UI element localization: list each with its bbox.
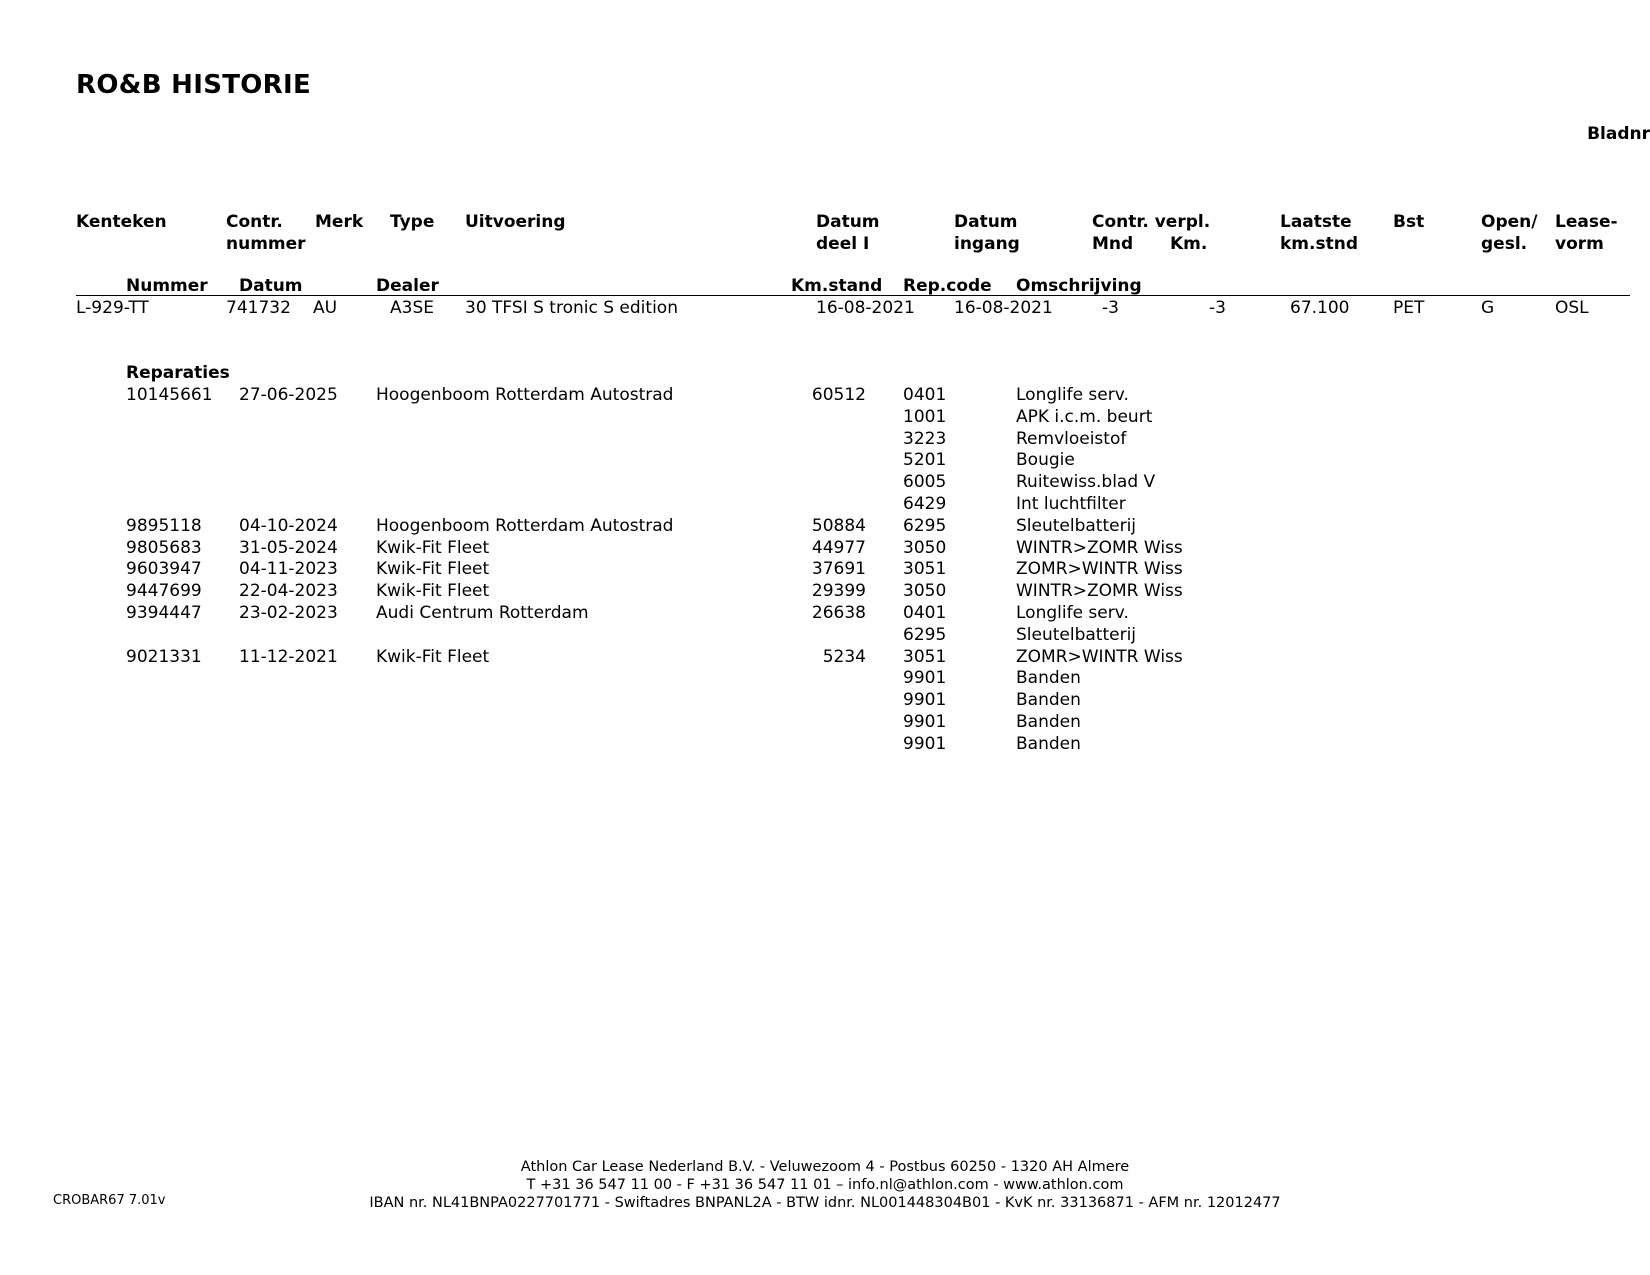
repair-km: 37691 <box>811 559 866 580</box>
subheader-datum: Datum <box>239 276 303 296</box>
repair-km: 26638 <box>811 603 866 623</box>
header-open-gesl <box>1481 211 1537 255</box>
repair-nummer: 9603947 <box>126 559 202 580</box>
vehicle-uitvoering: 30 TFSI S tronic S edition <box>465 298 678 318</box>
table-row <box>0 712 1650 734</box>
repair-datum: 04-11-2023 <box>239 559 338 580</box>
vehicle-kenteken: L-929-TT <box>76 298 149 318</box>
repair-nummer: 9805683 <box>126 537 202 558</box>
header-contr-line1: Contr. <box>226 212 283 232</box>
header-lease-vorm <box>1555 211 1618 255</box>
repair-datum: 04-10-2024 <box>239 515 338 536</box>
repair-nummer: 9021331 <box>126 646 202 667</box>
repair-omschrijving: Bougie <box>1016 450 1075 471</box>
repair-dealer: Hoogenboom Rotterdam Autostrad <box>376 515 674 536</box>
vehicle-bst: PET <box>1393 298 1425 318</box>
repair-code: 3223 <box>903 428 947 449</box>
header-lease-line2: vorm <box>1555 234 1604 254</box>
repair-km: 5234 <box>822 646 866 667</box>
repair-nummer: 10145661 <box>126 385 213 405</box>
reparaties-heading: Reparaties <box>126 363 230 383</box>
page-number-label: Bladnr <box>1587 124 1650 144</box>
header-kenteken: Kenteken <box>76 212 167 232</box>
repair-code: 6005 <box>903 472 947 493</box>
header-km: Km. <box>1170 234 1208 254</box>
header-datum-deel-line2: deel I <box>816 234 870 254</box>
repair-code: 0401 <box>903 603 947 623</box>
repair-nummer: 9447699 <box>126 581 202 602</box>
repair-code: 9901 <box>903 690 947 711</box>
repair-datum: 22-04-2023 <box>239 581 338 602</box>
repair-km: 29399 <box>811 581 866 602</box>
header-contr-verpl: Contr. verpl. <box>1092 212 1211 232</box>
vehicle-merk: AU <box>313 298 338 318</box>
repair-code: 0401 <box>903 385 947 405</box>
table-row <box>0 516 1650 538</box>
header-bst: Bst <box>1393 212 1425 232</box>
table-row <box>0 603 1650 625</box>
header-datum-ingang-line1: Datum <box>954 212 1018 232</box>
repair-code: 6295 <box>903 624 947 645</box>
repair-code: 3050 <box>903 537 947 558</box>
repair-omschrijving: WINTR>ZOMR Wiss <box>1016 537 1183 558</box>
repair-datum: 23-02-2023 <box>239 603 338 623</box>
table-row <box>0 625 1650 647</box>
header-datum-ingang-line2: ingang <box>954 234 1020 254</box>
header-merk: Merk <box>315 212 364 232</box>
repair-omschrijving: ZOMR>WINTR Wiss <box>1016 559 1183 580</box>
repair-code: 9901 <box>903 668 947 689</box>
repair-code: 3050 <box>903 581 947 602</box>
repair-datum: 31-05-2024 <box>239 537 338 558</box>
table-row <box>0 472 1650 494</box>
subheader-km-stand: Km.stand <box>791 276 883 296</box>
repair-omschrijving: Banden <box>1016 668 1081 689</box>
header-datum-deel-i <box>816 211 880 255</box>
vehicle-lease-vorm: OSL <box>1555 298 1589 318</box>
table-row <box>0 734 1650 756</box>
repair-nummer: 9394447 <box>126 603 202 623</box>
vehicle-datum-deel-i: 16-08-2021 <box>816 298 915 318</box>
repair-omschrijving: Banden <box>1016 733 1081 754</box>
repair-dealer: Hoogenboom Rotterdam Autostrad <box>376 385 674 405</box>
header-datum-ingang <box>954 211 1020 255</box>
table-row <box>0 559 1650 581</box>
repair-dealer: Kwik-Fit Fleet <box>376 537 490 558</box>
repair-omschrijving: Sleutelbatterij <box>1016 515 1137 536</box>
repair-code: 6429 <box>903 494 947 514</box>
repair-code: 1001 <box>903 406 947 427</box>
header-laatste-line1: Laatste <box>1280 212 1352 232</box>
vehicle-laatste-km: 67.100 <box>1290 298 1350 318</box>
repair-dealer: Audi Centrum Rotterdam <box>376 603 589 623</box>
header-laatste-km <box>1280 211 1358 255</box>
header-type: Type <box>390 212 435 232</box>
footer-contact: T +31 36 547 11 00 - F +31 36 547 11 01 – info.nl@athlon.com - www.athlon.com <box>526 1177 1124 1193</box>
repair-omschrijving: Longlife serv. <box>1016 603 1129 623</box>
header-open-line2: gesl. <box>1481 234 1528 254</box>
repair-km: 44977 <box>811 537 866 558</box>
subheader-omschrijving: Omschrijving <box>1016 276 1142 296</box>
subheader-nummer: Nummer <box>126 276 208 296</box>
header-laatste-line2: km.stnd <box>1280 234 1358 254</box>
repair-omschrijving: WINTR>ZOMR Wiss <box>1016 581 1183 602</box>
table-row <box>0 494 1650 516</box>
repair-omschrijving: Banden <box>1016 690 1081 711</box>
repair-omschrijving: Longlife serv. <box>1016 385 1129 405</box>
repair-dealer: Kwik-Fit Fleet <box>376 646 490 667</box>
repair-km: 50884 <box>811 515 866 536</box>
header-lease-line1: Lease- <box>1555 212 1618 232</box>
vehicle-datum-ingang: 16-08-2021 <box>954 298 1053 318</box>
table-row <box>0 407 1650 429</box>
repair-omschrijving: Sleutelbatterij <box>1016 624 1137 645</box>
page-title: RO&B HISTORIE <box>76 70 312 100</box>
repair-omschrijving: ZOMR>WINTR Wiss <box>1016 646 1183 667</box>
subheader-dealer: Dealer <box>376 276 439 296</box>
table-row <box>0 690 1650 712</box>
header-uitvoering: Uitvoering <box>465 212 566 232</box>
repair-datum: 11-12-2021 <box>239 646 338 667</box>
vehicle-contr-nummer: 741732 <box>226 298 291 318</box>
repair-code: 3051 <box>903 646 947 667</box>
table-row <box>0 538 1650 560</box>
repair-omschrijving: Banden <box>1016 712 1081 732</box>
vehicle-type: A3SE <box>390 298 434 318</box>
header-contr-line2: nummer <box>226 234 306 254</box>
form-code: CROBAR67 7.01v <box>53 1193 166 1208</box>
repair-omschrijving: Int luchtfilter <box>1016 494 1126 514</box>
header-datum-deel-line1: Datum <box>816 212 880 232</box>
table-row <box>0 647 1650 669</box>
vehicle-km: -3 <box>1209 298 1226 318</box>
subheader-rep-code: Rep.code <box>903 276 992 296</box>
repair-dealer: Kwik-Fit Fleet <box>376 559 490 580</box>
header-contr-nummer <box>226 211 306 255</box>
repair-code: 9901 <box>903 712 947 732</box>
table-row <box>0 385 1650 407</box>
repair-omschrijving: Remvloeistof <box>1016 428 1127 449</box>
footer-legal: IBAN nr. NL41BNPA0227701771 - Swiftadres BNPANL2A - BTW idnr. NL001448304B01 - KvK nr. 33136871 - AFM nr. 12012477 <box>369 1195 1281 1211</box>
repair-omschrijving: Ruitewiss.blad V <box>1016 472 1156 493</box>
header-mnd: Mnd <box>1092 234 1134 254</box>
repair-nummer: 9895118 <box>126 515 202 536</box>
header-open-line1: Open/ <box>1481 212 1538 232</box>
footer-address: Athlon Car Lease Nederland B.V. - Veluwezoom 4 - Postbus 60250 - 1320 AH Almere <box>520 1159 1130 1175</box>
repair-code: 9901 <box>903 733 947 754</box>
repair-omschrijving: APK i.c.m. beurt <box>1016 406 1153 427</box>
table-row <box>0 429 1650 451</box>
repair-code: 3051 <box>903 559 947 580</box>
table-row <box>0 668 1650 690</box>
repair-dealer: Kwik-Fit Fleet <box>376 581 490 602</box>
header-divider <box>76 295 1630 296</box>
repair-code: 6295 <box>903 515 947 536</box>
repair-km: 60512 <box>811 385 866 405</box>
vehicle-mnd: -3 <box>1102 298 1119 318</box>
vehicle-open-gesl: G <box>1481 298 1495 318</box>
repair-code: 5201 <box>903 450 947 471</box>
table-row <box>0 581 1650 603</box>
repair-datum: 27-06-2025 <box>239 385 338 405</box>
table-row <box>0 450 1650 472</box>
